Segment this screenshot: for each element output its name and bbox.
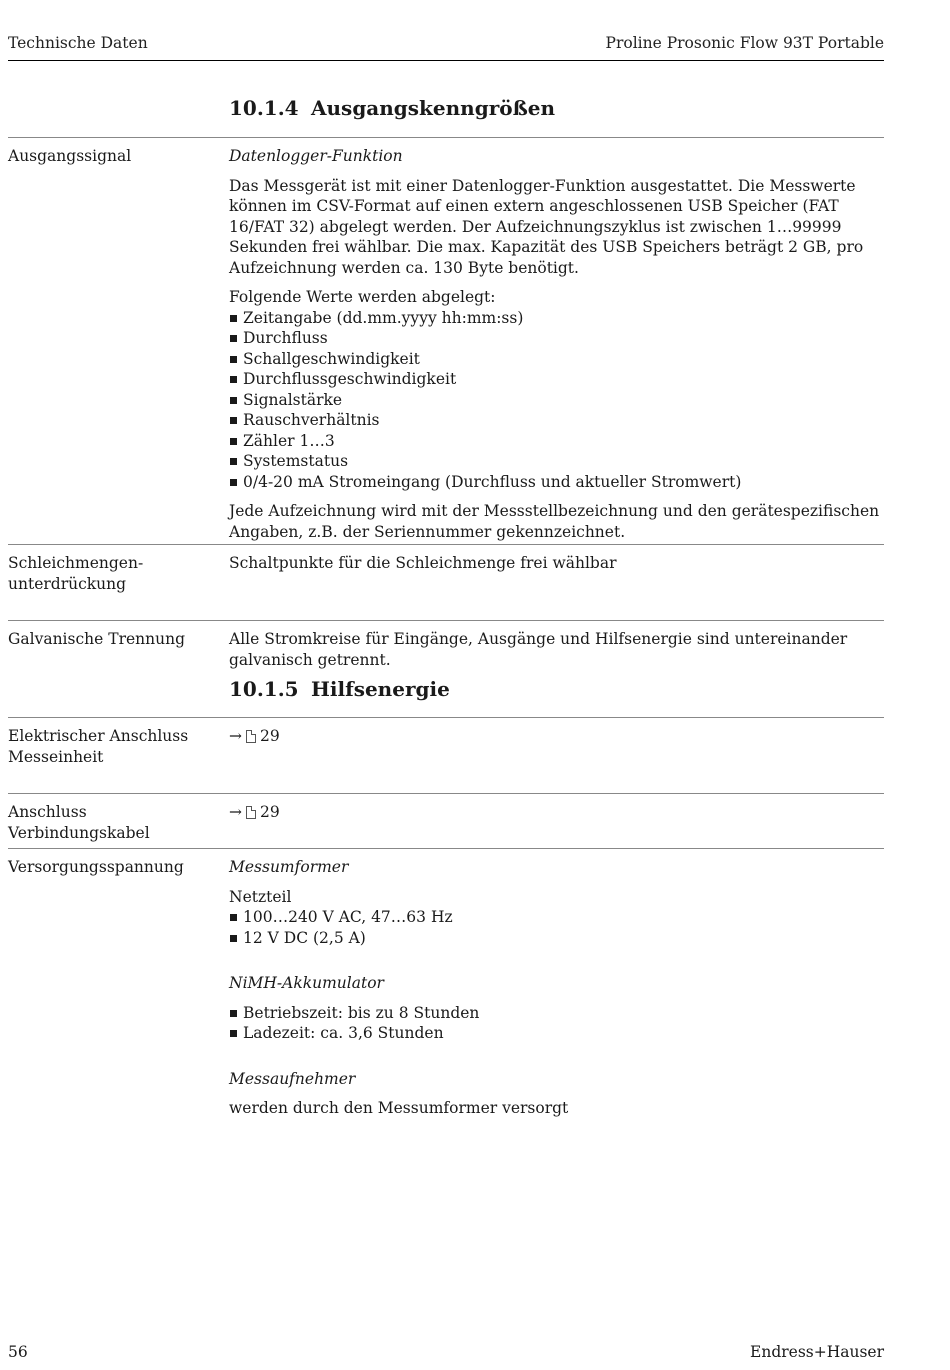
arrow-right-icon: → — [229, 727, 242, 745]
running-header-left: Technische Daten — [8, 34, 148, 52]
section-title: Hilfsenergie — [311, 677, 450, 701]
list-item: 100…240 V AC, 47…63 Hz — [229, 907, 884, 928]
content-versorgung — [229, 857, 884, 1119]
list-item: Durchfluss — [229, 328, 884, 349]
netzteil-label: Netzteil — [229, 887, 292, 906]
list-item: Signalstärke — [229, 390, 884, 411]
content-anschluss-kabel — [229, 802, 884, 823]
subheading-akkumulator: NiMH-Akkumulator — [229, 974, 384, 992]
list-item: Betriebszeit: bis zu 8 Stunden — [229, 1003, 884, 1024]
list-item: Systemstatus — [229, 451, 884, 472]
label-line: Elektrischer Anschluss — [8, 727, 189, 745]
page-number: 56 — [8, 1343, 28, 1361]
netzteil-list — [229, 907, 884, 948]
section-number: 10.1.5 — [229, 677, 299, 701]
page-reference-icon — [246, 730, 256, 743]
page-number-ref: 29 — [260, 803, 280, 821]
list-item: Durchflussgeschwindigkeit — [229, 369, 884, 390]
section-title: Ausgangskenngrößen — [311, 96, 556, 120]
list-item: Schallgeschwindigkeit — [229, 349, 884, 370]
paragraph-datenlogger: Das Messgerät ist mit einer Datenlogger-Funktion ausgestattet. Die Messwerte können im CSV-Format auf einen extern angeschlossenen USB Speicher (FAT 16/FAT 32) abgelegt werden. Der Aufzeichnungszyklus ist zwischen 1…99999 Sekunden frei wählbar. Die max. Kapazität des USB Speichers beträgt 2 GB, pro Aufzeichnung werden ca. 130 Byte benötigt. — [229, 176, 864, 277]
list-item: Ladezeit: ca. 3,6 Stunden — [229, 1023, 884, 1044]
list-item: Zeitangabe (dd.mm.yyyy hh:mm:ss) — [229, 308, 884, 329]
label-anschluss-kabel: Anschluss Verbindungskabel — [8, 803, 150, 842]
label-ausgangssignal: Ausgangssignal — [8, 147, 132, 165]
brand-name: Endress+Hauser — [750, 1343, 884, 1361]
section-heading-10-1-4 — [229, 98, 555, 119]
header-rule — [8, 60, 884, 61]
page-reference-link[interactable] — [229, 802, 280, 823]
list-item: Zähler 1…3 — [229, 431, 884, 452]
arrow-right-icon: → — [229, 803, 242, 821]
subheading-datenlogger: Datenlogger-Funktion — [229, 147, 403, 165]
messaufnehmer-text: werden durch den Messumformer versorgt — [229, 1099, 569, 1117]
akku-list — [229, 1003, 884, 1044]
running-header-right: Proline Prosonic Flow 93T Portable — [605, 34, 884, 52]
list-item: Rauschverhältnis — [229, 410, 884, 431]
label-line: unterdrückung — [8, 574, 127, 593]
label-line: Messeinheit — [8, 747, 104, 766]
list-item: 0/4-20 mA Stromeingang (Durchfluss und aktueller Stromwert) — [229, 472, 884, 493]
label-line: Schleichmengen- — [8, 554, 144, 572]
list-intro: Folgende Werte werden abgelegt: — [229, 288, 496, 306]
subheading-messumformer: Messumformer — [229, 858, 349, 876]
page-reference-icon — [246, 806, 256, 819]
section-heading-10-1-5 — [229, 679, 450, 700]
row-divider — [8, 717, 884, 718]
logged-values-list — [229, 308, 884, 493]
content-ausgangssignal — [229, 146, 884, 542]
label-schleichmengen — [8, 553, 218, 594]
page-number-ref: 29 — [260, 727, 280, 745]
label-galvanisch: Galvanische Trennung — [8, 630, 186, 648]
list-item: 12 V DC (2,5 A) — [229, 928, 884, 949]
section-number: 10.1.4 — [229, 96, 299, 120]
label-elektrischer-anschluss — [8, 726, 218, 767]
content-galvanisch: Alle Stromkreise für Eingänge, Ausgänge und Hilfsenergie sind untereinander galvanisch getrennt. — [229, 630, 848, 669]
row-divider — [8, 620, 884, 621]
content-elektrischer-anschluss — [229, 726, 884, 747]
page-reference-link[interactable] — [229, 726, 280, 747]
row-divider — [8, 793, 884, 794]
paragraph-aufzeichnung: Jede Aufzeichnung wird mit der Messstellbezeichnung und den gerätespezifischen Angaben, z.B. der Seriennummer gekennzeichnet. — [229, 502, 880, 541]
row-divider — [8, 848, 884, 849]
label-versorgung: Versorgungsspannung — [8, 858, 184, 876]
content-schleichmengen: Schaltpunkte für die Schleichmenge frei wählbar — [229, 554, 617, 572]
subheading-messaufnehmer: Messaufnehmer — [229, 1069, 356, 1088]
row-divider — [8, 137, 884, 138]
row-divider — [8, 544, 884, 545]
